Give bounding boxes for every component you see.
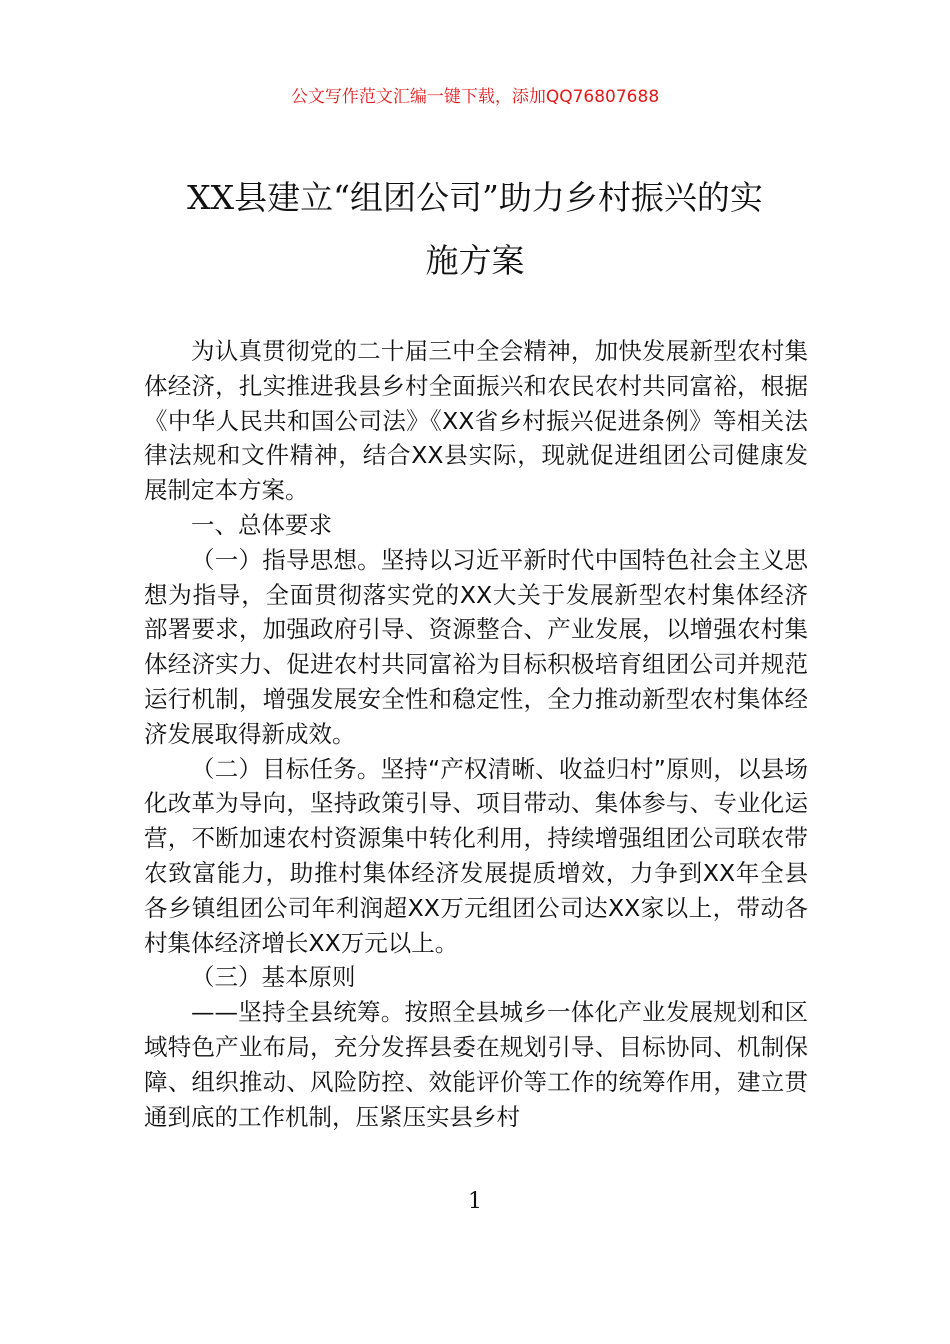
document-body: [144, 334, 808, 1134]
title-line-2: 施方案: [425, 241, 525, 280]
paragraph-objectives: （二）目标任务。坚持“产权清晰、收益归村”原则，以县场化改革为导向，坚持政策引导、项目带动、集体参与、专业化运营，不断加速农村资源集中转化利用，持续增强组团公司联农带农致富能力，助推村集体经济发展提质增效，力争到XX年全县各乡镇组团公司年利润超XX万元组团公司达XX家以上，带动各村集体经济增长XX万元以上。: [144, 754, 808, 957]
page-number: 1: [468, 1189, 482, 1214]
paragraph-county-coordination: ——坚持全县统筹。按照全县城乡一体化产业发展规划和区域特色产业布局，充分发挥县委在规划引导、目标协同、机制保障、组织推动、风险防控、效能评价等工作的统筹作用，建立贯通到底的工作机制，压紧压实县乡村: [144, 998, 808, 1131]
paragraph-guiding-ideology: （一）指导思想。坚持以习近平新时代中国特色社会主义思想为指导，全面贯彻落实党的XX大关于发展新型农村集体经济部署要求，加强政府引导、资源整合、产业发展，以增强农村集体经济实力、促进农村共同富裕为目标积极培育组团公司并规范运行机制，增强发展安全性和稳定性，全力推动新型农村集体经济发展取得新成效。: [144, 545, 808, 748]
document-title: [130, 166, 820, 292]
section-heading-general-requirements: 一、总体要求: [191, 510, 332, 539]
title-line-1: XX县建立“组团公司”助力乡村振兴的实: [187, 178, 763, 217]
header-download-note: 公文写作范文汇编一键下载，添加QQ76807688: [290, 87, 660, 107]
intro-paragraph: 为认真贯彻党的二十届三中全会精神，加快发展新型农村集体经济，扎实推进我县乡村全面振兴和农民农村共同富裕，根据《中华人民共和国公司法》《XX省乡村振兴促进条例》等相关法律法规和文件精神，结合XX县实际，现就促进组团公司健康发展制定本方案。: [144, 337, 808, 505]
subheading-basic-principles: （三）基本原则: [191, 963, 356, 992]
